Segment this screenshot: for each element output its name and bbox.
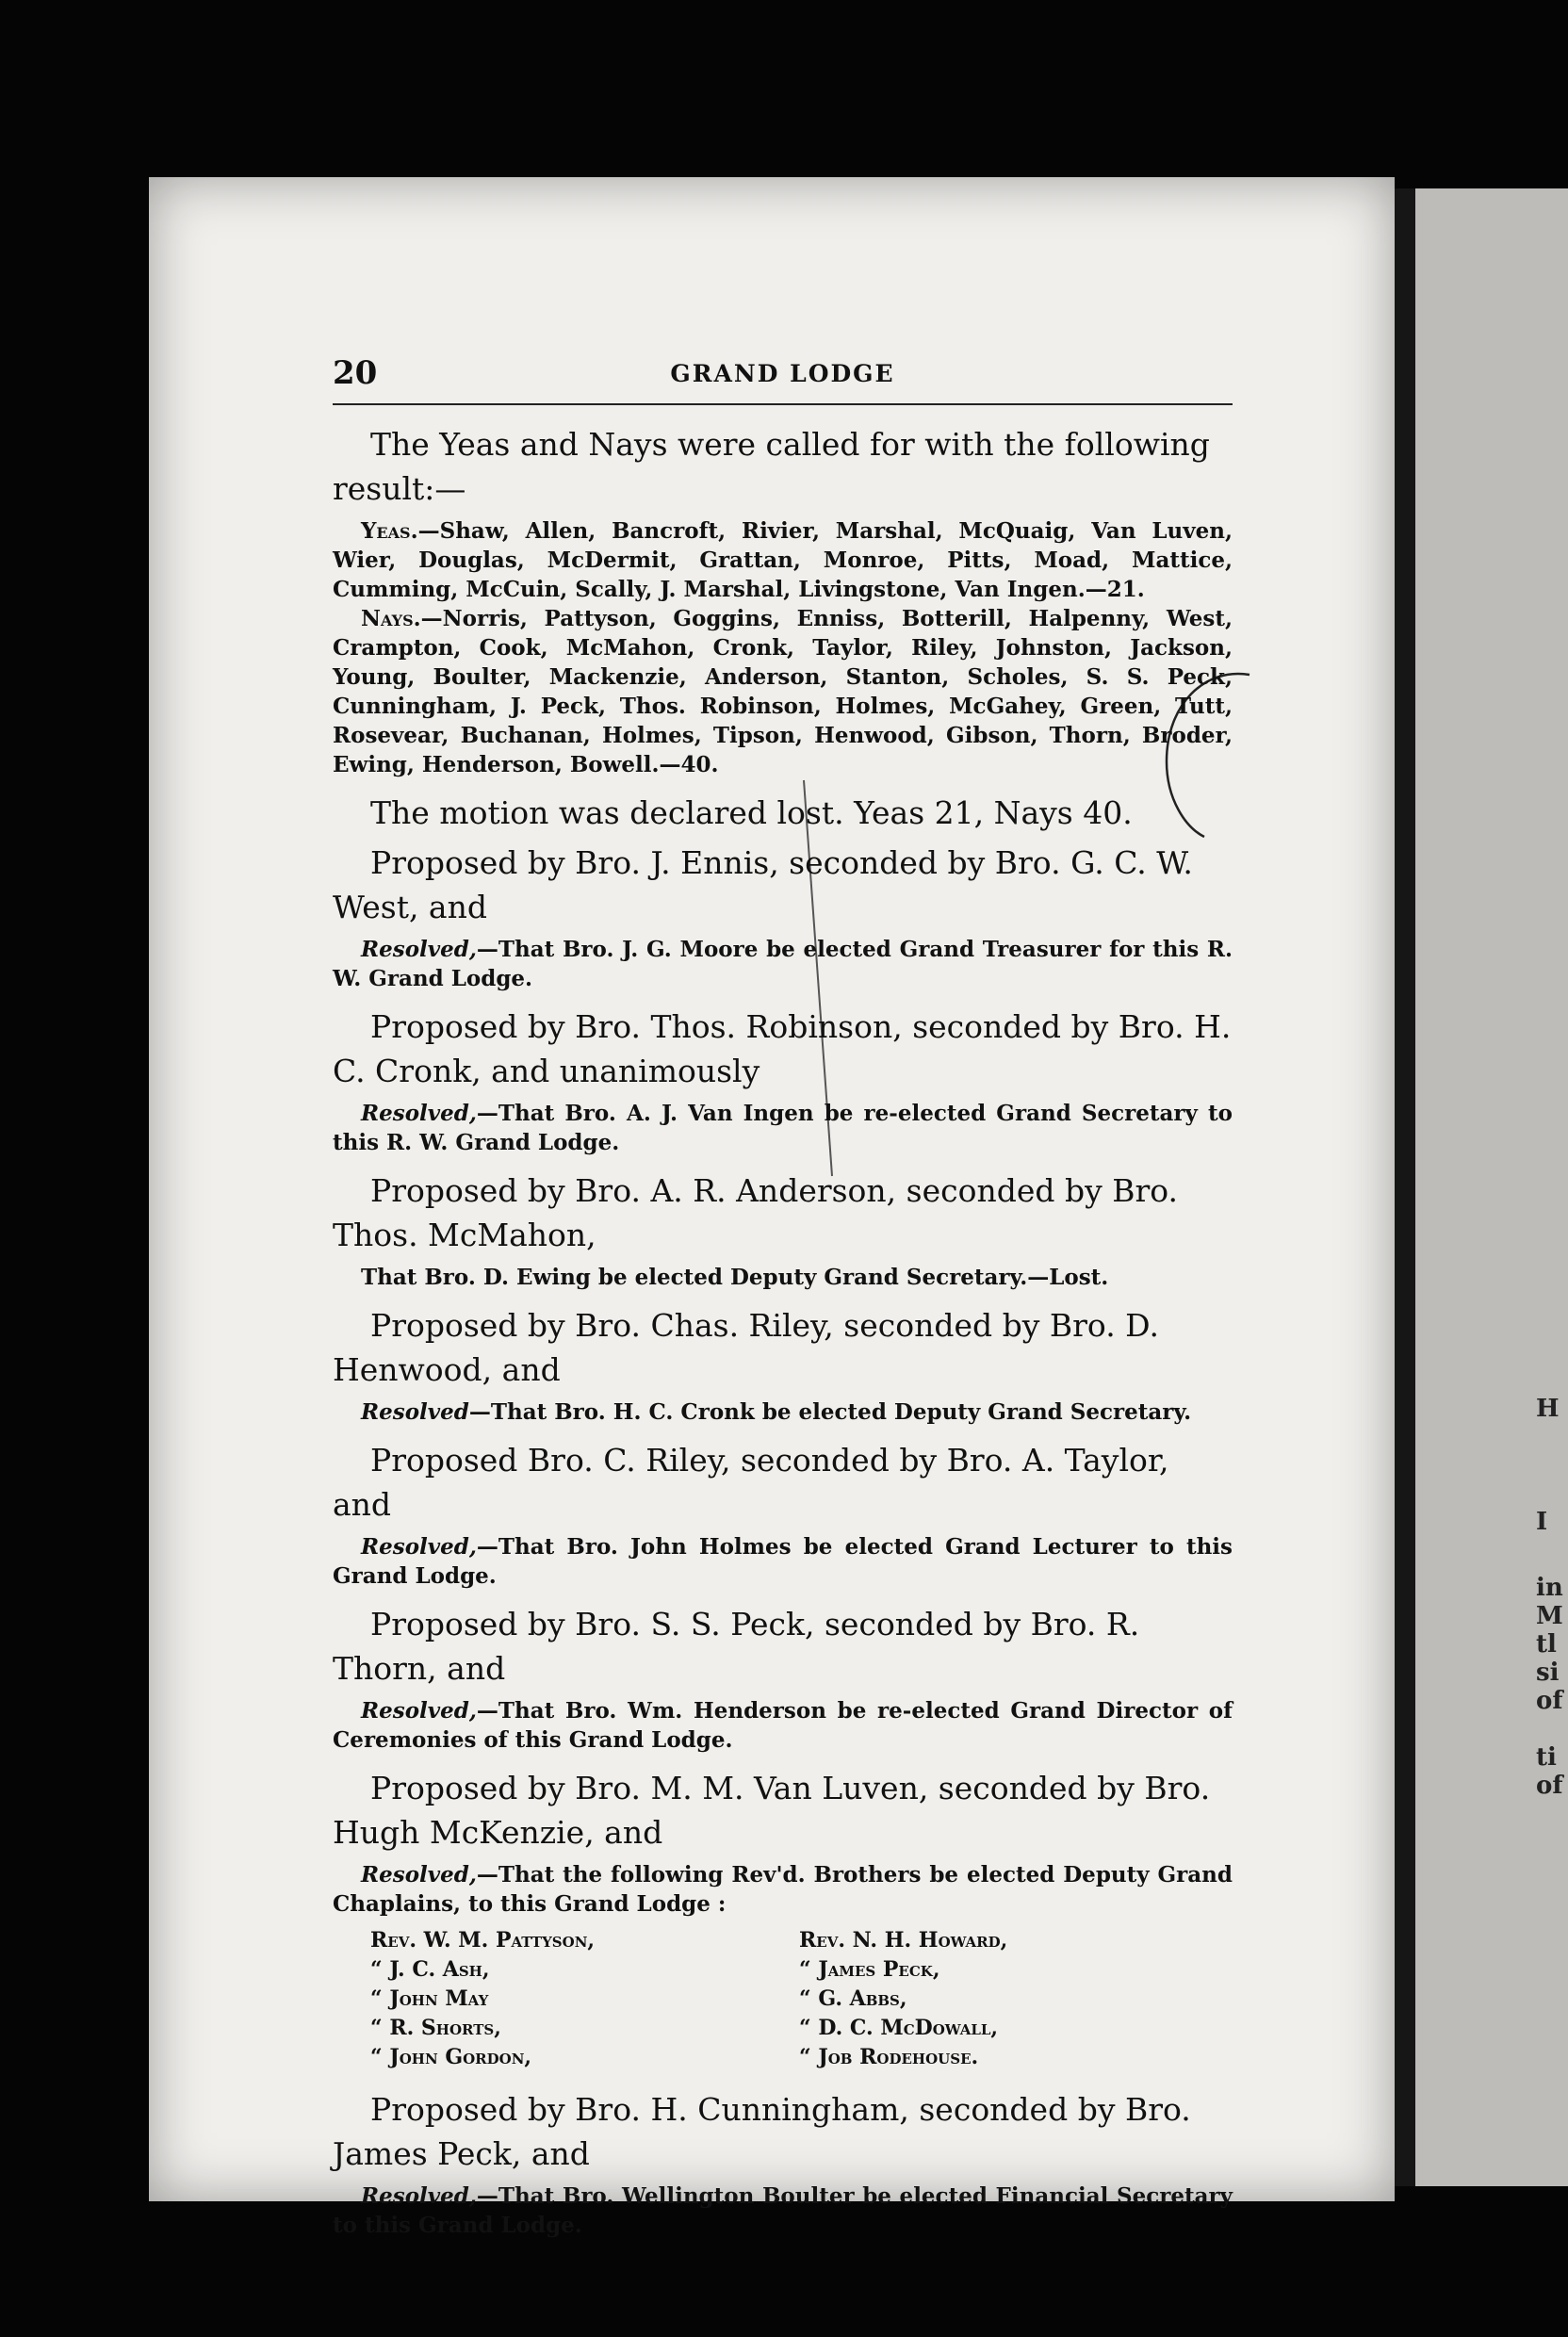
- resolved-label: Resolved,: [361, 1862, 477, 1888]
- resolution-text: [333, 1263, 1233, 1292]
- resolution-text: [333, 1860, 1233, 1919]
- running-head: [333, 347, 1233, 405]
- chaplain-name: Rev. W. M. Pattyson,: [370, 1928, 596, 1953]
- chaplains-column-right: [799, 1926, 1195, 2072]
- nays-list: [333, 604, 1233, 779]
- chaplain-name: “ Job Rodehouse.: [799, 2045, 979, 2069]
- edge-fragment: si: [1536, 1659, 1560, 1687]
- motion-result: The motion was declared lost. Yeas 21, Nays 40.: [370, 794, 1133, 831]
- yeas-label: Yeas.: [361, 518, 418, 544]
- resolved-label: Resolved: [361, 1399, 469, 1425]
- entry-final: [333, 2087, 1233, 2240]
- yeas-names: —Shaw, Allen, Bancroft, Rivier, Marshal, McQuaig, Van Luven, Wier, Douglas, McDermit, Grattan, Monroe, Pitts, Moad, Mattice, Cumming, McCuin, Scally, J. Marshal, Livingstone, Van Ingen.—21.: [333, 518, 1233, 602]
- entry-3: [333, 1168, 1233, 1292]
- resolved-label: Resolved,: [361, 1698, 477, 1724]
- yeas-list: [333, 516, 1233, 604]
- edge-fragment: ti: [1536, 1743, 1557, 1772]
- proposal-text: Proposed by Bro. H. Cunningham, seconded by Bro. James Peck, and: [333, 2091, 1191, 2172]
- nays-label: Nays.: [361, 606, 421, 631]
- proposal-text: Proposed by Bro. S. S. Peck, seconded by Bro. R. Thorn, and: [333, 1606, 1140, 1687]
- resolution-body: —That Bro. J. G. Moore be elected Grand Treasurer for this R. W. Grand Lodge.: [333, 937, 1233, 991]
- chaplains-list: [370, 1926, 1195, 2072]
- resolution-body: That Bro. D. Ewing be elected Deputy Grand Secretary.—Lost.: [361, 1265, 1109, 1290]
- entry-1: [333, 841, 1233, 993]
- edge-fragment: H: [1536, 1395, 1560, 1423]
- proposal-text: Proposed by Bro. Thos. Robinson, seconded by Bro. H. C. Cronk, and unanimously: [333, 1008, 1232, 1089]
- entry-6: [333, 1602, 1233, 1755]
- proposal-text: Proposed by Bro. A. R. Anderson, seconded by Bro. Thos. McMahon,: [333, 1172, 1179, 1253]
- chaplains-column-left: [370, 1926, 766, 2072]
- page-number: 20: [333, 354, 378, 392]
- resolution-text: [333, 1397, 1233, 1427]
- adjacent-page-edge: [1395, 188, 1568, 2186]
- resolved-label: Resolved,: [361, 2183, 477, 2209]
- resolved-label: Resolved,: [361, 1534, 477, 1560]
- chaplain-name: “ D. C. McDowall,: [799, 2016, 999, 2040]
- chaplain-name: “ James Peck,: [799, 1957, 940, 1982]
- page-gutter: [1395, 188, 1415, 2186]
- chaplain-name: “ John May: [370, 1986, 489, 2011]
- resolution-text: [333, 1532, 1233, 1591]
- proposal-text: Proposed Bro. C. Riley, seconded by Bro. A. Taylor, and: [333, 1442, 1169, 1523]
- resolution-text: [333, 2182, 1233, 2240]
- running-title: GRAND LODGE: [670, 360, 895, 387]
- proposal-text: Proposed by Bro. M. M. Van Luven, seconded by Bro. Hugh McKenzie, and: [333, 1770, 1211, 1851]
- resolution-body: —That Bro. Wellington Boulter be elected Financial Secretary to this Grand Lodge.: [333, 2183, 1233, 2238]
- entry-7: [333, 1766, 1233, 1919]
- chaplain-name: “ J. C. Ash,: [370, 1957, 490, 1982]
- resolution-body: —That the following Rev'd. Brothers be elected Deputy Grand Chaplains, to this Grand Lodge :: [333, 1862, 1233, 1917]
- resolution-text: [333, 935, 1233, 993]
- resolution-body: —That Bro. H. C. Cronk be elected Deputy Grand Secretary.: [468, 1399, 1192, 1425]
- entry-2: [333, 1005, 1233, 1157]
- resolved-label: Resolved,: [361, 937, 477, 962]
- intro-paragraph: The Yeas and Nays were called for with the following result:—: [333, 426, 1210, 507]
- chaplain-name: Rev. N. H. Howard,: [799, 1928, 1008, 1953]
- edge-fragment: tl: [1536, 1630, 1557, 1659]
- edge-fragment: of: [1536, 1687, 1563, 1715]
- edge-fragment: I: [1536, 1508, 1548, 1536]
- resolved-label: Resolved,: [361, 1101, 477, 1126]
- edge-fragment: in: [1536, 1574, 1563, 1602]
- chaplain-name: “ John Gordon,: [370, 2045, 532, 2069]
- chaplain-name: “ G. Abbs,: [799, 1986, 907, 2011]
- book-page: [149, 177, 1395, 2238]
- entry-5: [333, 1438, 1233, 1591]
- edge-fragment: of: [1536, 1772, 1563, 1800]
- edge-fragment: M: [1536, 1602, 1563, 1630]
- nays-names: —Norris, Pattyson, Goggins, Enniss, Botterill, Halpenny, West, Crampton, Cook, McMahon, Cronk, Taylor, Riley, Johnston, Jackson, Young, Boulter, Mackenzie, Anderson, Stanton, Scholes, S. S. Peck, Cunningham, J. Peck, Thos. Robinson, Holmes, McGahey, Green, Tutt, Rosevear, Buchanan, Holmes, Tipson, Henwood, Gibson, Thorn, Broder, Ewing, Henderson, Bowell.—40.: [333, 606, 1233, 777]
- page-content: [333, 347, 1233, 2251]
- resolution-text: [333, 1099, 1233, 1157]
- chaplain-name: “ R. Shorts,: [370, 2016, 501, 2040]
- proposal-text: Proposed by Bro. J. Ennis, seconded by Bro. G. C. W. West, and: [333, 844, 1193, 925]
- resolution-body: —That Bro. Wm. Henderson be re-elected Grand Director of Ceremonies of this Grand Lodge.: [333, 1698, 1233, 1753]
- resolution-text: [333, 1696, 1233, 1755]
- entry-4: [333, 1303, 1233, 1427]
- proposal-text: Proposed by Bro. Chas. Riley, seconded by Bro. D. Henwood, and: [333, 1307, 1159, 1388]
- resolution-body: —That Bro. A. J. Van Ingen be re-elected Grand Secretary to this R. W. Grand Lodge.: [333, 1101, 1233, 1155]
- resolution-body: —That Bro. John Holmes be elected Grand Lecturer to this Grand Lodge.: [333, 1534, 1233, 1589]
